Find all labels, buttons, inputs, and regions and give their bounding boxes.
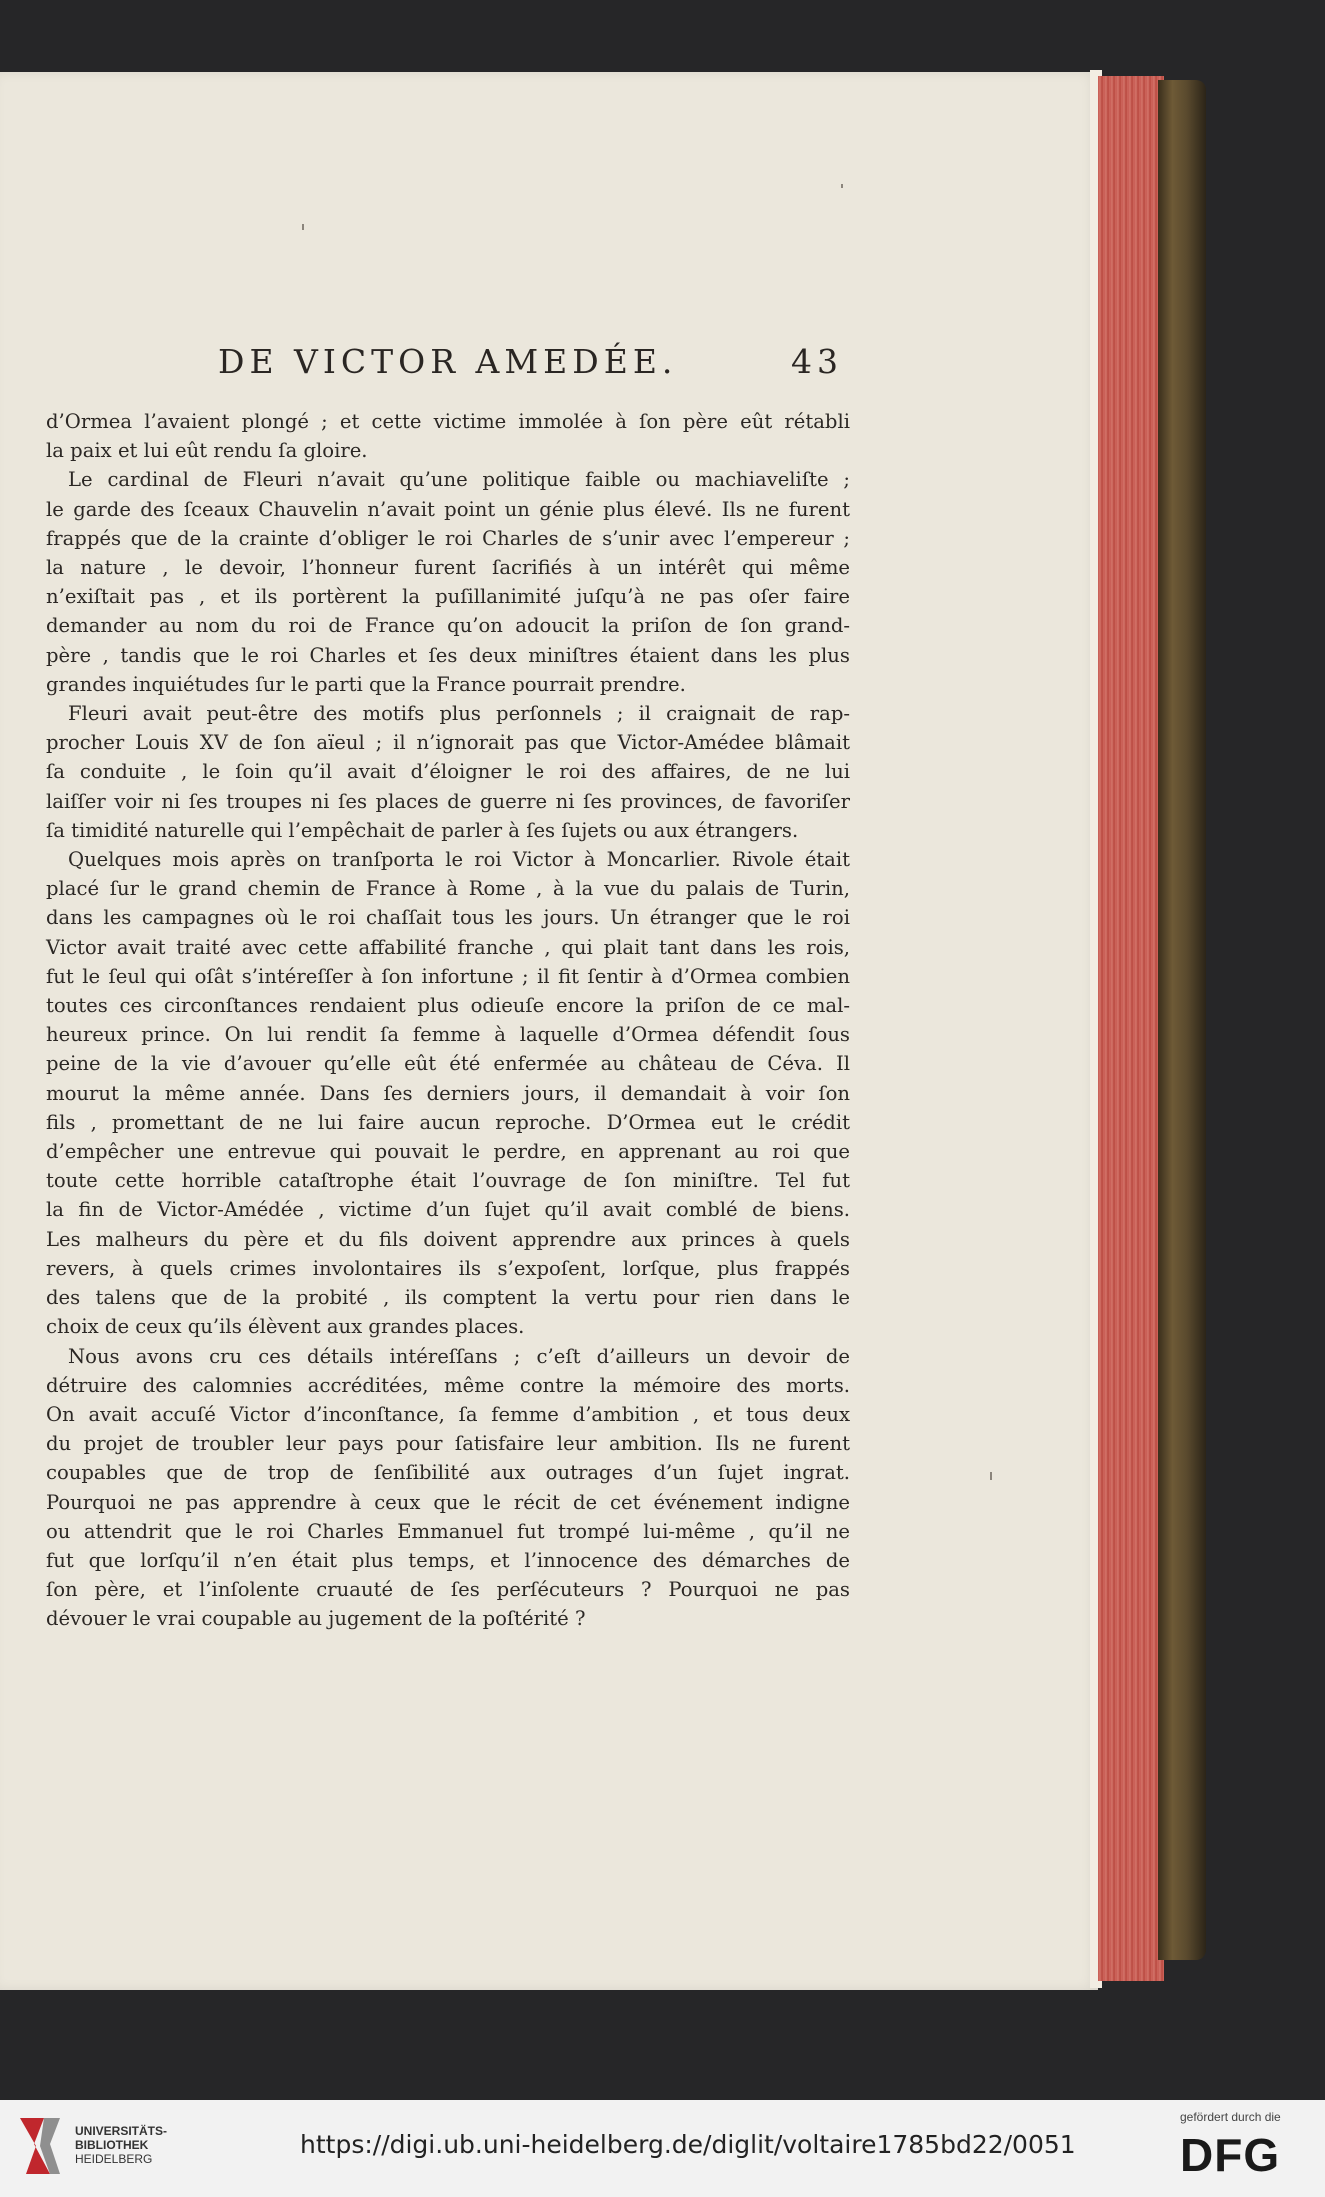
- text-line: le garde des ſceaux Chauvelin n’avait point un génie plus élevé. Ils ne furent: [46, 497, 850, 521]
- running-head-title: DE VICTOR AMEDÉE.: [218, 342, 678, 381]
- text-line: dans les campagnes où le roi chaſſait tous les jours. Un étranger que le roi: [46, 906, 850, 930]
- text-line: fut le ſeul qui oſât s’intéreſſer à ſon infortune ; il fit ſentir à d’Ormea combien: [46, 964, 850, 988]
- footer-bar: [0, 2100, 1325, 2197]
- text-line: fils , promettant de ne lui faire aucun reproche. D’Ormea eut le crédit: [46, 1110, 850, 1134]
- book-cover-edge: [1158, 80, 1206, 1960]
- institution-line: BIBLIOTHEK: [75, 2138, 149, 2152]
- text-line: ou attendrit que le roi Charles Emmanuel fut trompé lui-même , qu’il ne: [46, 1519, 850, 1543]
- text-line: toutes ces circonſtances rendaient plus odieuſe encore la priſon de ce mal-: [46, 994, 850, 1018]
- text-line: d’Ormea l’avaient plongé ; et cette victime immolée à ſon père eût rétabli: [46, 410, 850, 433]
- permalink-url[interactable]: https://digi.ub.uni-heidelberg.de/diglit/voltaire1785bd22/0051: [300, 2130, 1076, 2159]
- text-line: Quelques mois après on tranſporta le roi Victor à Moncarlier. Rivole était: [68, 848, 850, 872]
- body-text: [46, 407, 850, 1634]
- text-line: toute cette horrible cataſtrophe était l’ouvrage de ſon miniſtre. Tel fut: [46, 1169, 850, 1193]
- text-line: grandes inquiétudes ſur le parti que la France pourrait prendre.: [46, 672, 686, 696]
- funded-by-label: gefördert durch die: [1180, 2110, 1281, 2124]
- text-line: frappés que de la crainte d’obliger le roi Charles de s’unir avec l’empereur ;: [46, 526, 850, 550]
- university-library-logo-icon: [14, 2114, 66, 2178]
- text-line: peine de la vie d’avouer qu’elle eût été enfermée au château de Céva. Il: [46, 1052, 850, 1076]
- text-line: père , tandis que le roi Charles et ſes deux miniſtres étaient dans les plus: [46, 643, 850, 667]
- text-line: placé ſur le grand chemin de France à Rome , à la vue du palais de Turin,: [46, 877, 850, 901]
- text-line: Les malheurs du père et du fils doivent apprendre aux princes à quels: [46, 1227, 850, 1251]
- text-line: ſon père, et l’inſolente cruauté de ſes perſécuteurs ? Pourquoi ne pas: [46, 1578, 850, 1602]
- book-edge-red: [1098, 76, 1164, 1981]
- text-line: demander au nom du roi de France qu’on adoucit la priſon de ſon grand-: [46, 614, 850, 638]
- text-line: ſa timidité naturelle qui l’empêchait de parler à ſes ſujets ou aux étrangers.: [46, 818, 799, 842]
- text-line: mourut la même année. Dans ſes derniers jours, il demandait à voir ſon: [46, 1081, 850, 1105]
- text-line: d’empêcher une entrevue qui pouvait le perdre, en apprenant au roi que: [46, 1140, 850, 1164]
- text-line: choix de ceux qu’ils élèvent aux grandes places.: [46, 1315, 525, 1339]
- text-line: Le cardinal de Fleuri n’avait qu’une politique faible ou machiaveliſte ;: [68, 468, 850, 492]
- page-speck: [990, 1472, 992, 1480]
- text-line: n’exiſtait pas , et ils portèrent la puſillanimité juſqu’à ne pas oſer faire: [46, 585, 850, 609]
- text-line: coupables que de trop de ſenſibilité aux outrages d’un ſujet ingrat.: [46, 1461, 850, 1485]
- text-line: revers, à quels crimes involontaires ils s’expoſent, lorſque, plus frappés: [46, 1256, 850, 1280]
- text-line: fut que lorſqu’il n’en était plus temps, et l’innocence des démarches de: [46, 1548, 850, 1572]
- page-speck: [841, 184, 843, 188]
- dfg-logo: DFG: [1180, 2129, 1281, 2181]
- text-line: des talens que de la probité , ils comptent la vertu pour rien dans le: [46, 1286, 850, 1310]
- page-speck: [302, 224, 304, 230]
- institution-line: HEIDELBERG: [75, 2152, 153, 2166]
- text-line: Nous avons cru ces détails intéreſſans ; c’eſt d’ailleurs un devoir de: [68, 1344, 850, 1368]
- text-line: détruire des calomnies accréditées, même contre la mémoire des morts.: [46, 1373, 850, 1397]
- text-line: Victor avait traité avec cette affabilité franche , qui plait tant dans les rois,: [46, 935, 850, 959]
- text-line: ſa conduite , le ſoin qu’il avait d’éloigner le roi des affaires, de ne lui: [46, 760, 850, 784]
- text-line: la fin de Victor-Amédée , victime d’un ſujet qu’il avait comblé de biens.: [46, 1198, 850, 1222]
- text-line: la nature , le devoir, l’honneur furent ſacrifiés à un intérêt qui même: [46, 556, 850, 580]
- running-head: [218, 342, 843, 381]
- text-line: dévouer le vrai coupable au jugement de la poſtérité ?: [46, 1607, 586, 1631]
- text-line: heureux prince. On lui rendit ſa femme à laquelle d’Ormea défendit ſous: [46, 1023, 850, 1047]
- text-line: procher Louis XV de ſon aïeul ; il n’ignorait pas que Victor-Amédee blâmait: [46, 731, 850, 755]
- page-number: 43: [791, 342, 843, 381]
- book-page: [0, 72, 1098, 1990]
- text-line: On avait accuſé Victor d’inconſtance, ſa femme d’ambition , et tous deux: [46, 1402, 850, 1426]
- text-line: laiſſer voir ni ſes troupes ni ſes places de guerre ni ſes provinces, de favoriſer: [46, 789, 850, 813]
- text-line: la paix et lui eût rendu ſa gloire.: [46, 439, 368, 463]
- text-line: Fleuri avait peut-être des motifs plus perſonnels ; il craignait de rap-: [68, 702, 850, 726]
- institution-name: [75, 2124, 167, 2166]
- text-line: du projet de troubler leur pays pour ſatisfaire leur ambition. Ils ne furent: [46, 1432, 850, 1456]
- institution-line: UNIVERSITÄTS-: [75, 2124, 168, 2138]
- text-line: Pourquoi ne pas apprendre à ceux que le récit de cet événement indigne: [46, 1490, 850, 1514]
